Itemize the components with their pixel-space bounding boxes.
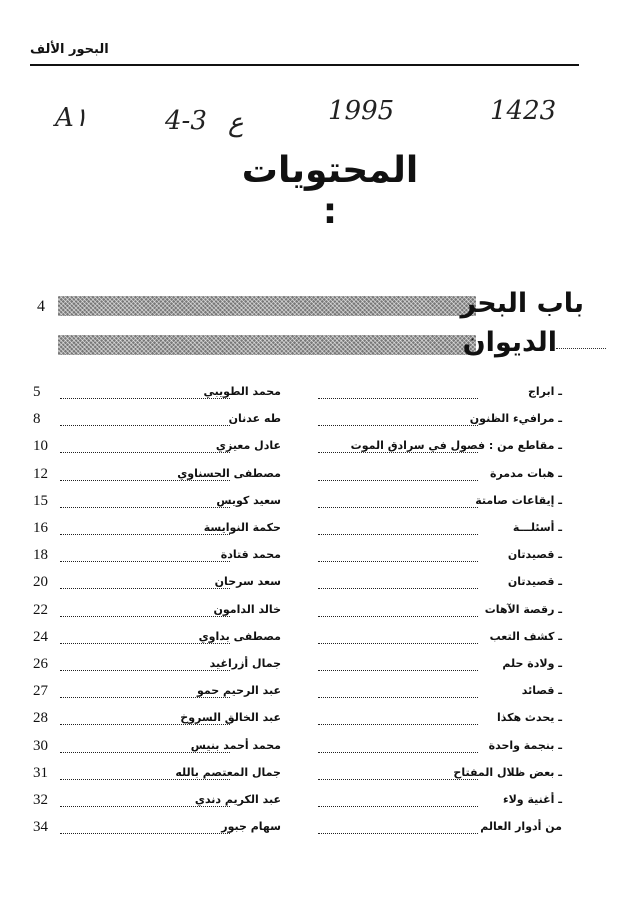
toc-leader [318, 425, 478, 426]
toc-author: حكمة النوايسة [203, 521, 281, 534]
toc-page-number: 27 [33, 683, 48, 700]
toc-title: ـ رقصة الآهات [484, 602, 562, 616]
toc-page-number: 22 [33, 601, 48, 618]
handwritten-note: ع [228, 108, 244, 138]
toc-author: سهام جبور [221, 820, 281, 834]
toc-entry [0, 819, 617, 839]
toc-leader [60, 588, 230, 589]
toc-leader [60, 480, 230, 481]
toc-leader [318, 534, 478, 535]
toc-author: عبد الخالق السروخ [180, 711, 281, 725]
page-title: المحتويات : [241, 150, 419, 232]
toc-leader [318, 670, 478, 671]
toc-leader [60, 561, 230, 562]
toc-entry [0, 547, 617, 567]
toc-leader [60, 779, 230, 780]
toc-title: ـ أسئلـــة [512, 521, 562, 534]
toc-leader [318, 724, 478, 725]
header-title: البحور الألف [30, 42, 109, 57]
handwritten-note: 4-3 [165, 106, 207, 136]
toc-leader [60, 724, 230, 725]
toc-leader [60, 643, 230, 644]
toc-page-number: 28 [33, 710, 48, 727]
toc-author: سعد سرحان [214, 575, 281, 589]
toc-author: محمد قتادة [220, 548, 281, 562]
toc-page-number: 10 [33, 438, 48, 455]
toc-leader [60, 670, 230, 671]
toc-author: محمد الطويبي [203, 385, 281, 398]
toc-entry [0, 710, 617, 730]
toc-entry [0, 765, 617, 785]
toc-title: ـ مرافيء الظنون [469, 412, 562, 426]
toc-entry [0, 683, 617, 703]
handwritten-note: A١ [55, 103, 88, 133]
toc-leader [318, 833, 478, 834]
toc-page-number: 24 [33, 628, 48, 645]
toc-title: ـ بعض ظلال المفتاح [453, 765, 562, 779]
section-leader [556, 348, 606, 349]
toc-page-number: 20 [33, 574, 48, 591]
toc-title: ـ أغنية ولاء [502, 793, 562, 806]
toc-page-number: 31 [33, 764, 48, 781]
toc-leader [318, 507, 478, 508]
toc-title: ـ إيقاعات صامتة [475, 493, 562, 507]
toc-leader [60, 697, 230, 698]
toc-title: ـ هبات مدمرة [489, 466, 562, 480]
toc-leader [318, 480, 478, 481]
toc-author: خالد الدامون [213, 602, 281, 616]
toc-leader [318, 752, 478, 753]
toc-leader [60, 534, 230, 535]
toc-entry [0, 656, 617, 676]
toc-entry [0, 602, 617, 622]
toc-page-number: 34 [33, 819, 48, 836]
toc-entry [0, 493, 617, 513]
toc-page-number: 30 [33, 737, 48, 754]
toc-leader [318, 697, 478, 698]
toc-leader [318, 398, 478, 399]
section-page-number: 4 [37, 298, 45, 315]
toc-title: ـ كشف التعب [489, 629, 562, 643]
toc-title: ـ قصيدتان [507, 548, 562, 562]
toc-title: ـ بنجمة واحدة [488, 738, 562, 752]
toc-title: من أدوار العالم [480, 820, 562, 834]
toc-leader [318, 643, 478, 644]
section-bar [58, 296, 476, 316]
header-rule [30, 64, 579, 66]
toc-leader [60, 425, 230, 426]
toc-page-number: 5 [33, 384, 41, 400]
toc-leader [318, 779, 478, 780]
toc-entry [0, 792, 617, 812]
toc-page-number: 32 [33, 792, 48, 808]
toc-leader [318, 806, 478, 807]
toc-leader [60, 398, 230, 399]
section-label: الديوان [462, 327, 557, 358]
handwritten-note: 1423 [490, 96, 557, 126]
toc-leader [60, 452, 230, 453]
toc-title: ـ قصيدتان [507, 575, 562, 589]
toc-page-number: 12 [33, 465, 48, 482]
toc-page-number: 15 [33, 492, 48, 509]
toc-author: سعيد كويس [216, 493, 281, 507]
toc-author: عبد الرحيم حمو [196, 684, 281, 698]
toc-leader [318, 452, 478, 453]
toc-leader [60, 752, 230, 753]
toc-entry [0, 411, 617, 431]
toc-author: مصطفى بداوي [198, 629, 281, 643]
toc-leader [318, 588, 478, 589]
toc-author: محمد أحمد بنيس [190, 738, 281, 752]
toc-entry [0, 520, 617, 540]
toc-entry [0, 384, 617, 404]
toc-title: ـ مقاطع من : فصول في سرادق الموت [350, 439, 562, 453]
toc-entry [0, 438, 617, 458]
toc-leader [60, 833, 230, 834]
toc-leader [318, 561, 478, 562]
toc-leader [318, 616, 478, 617]
toc-leader [60, 507, 230, 508]
toc-author: طه عدنان [228, 412, 281, 426]
toc-author: مصطفى الحسناوي [177, 466, 281, 480]
toc-entry [0, 466, 617, 486]
toc-entry [0, 629, 617, 649]
toc-author: عادل معيزي [215, 439, 281, 453]
toc-page-number: 26 [33, 656, 48, 672]
toc-title: ـ قصائد [521, 684, 562, 698]
toc-page-number: 8 [33, 411, 41, 428]
toc-leader [60, 616, 230, 617]
toc-entry [0, 738, 617, 758]
toc-page-number: 16 [33, 520, 48, 536]
toc-title: ـ ابراج [527, 385, 562, 398]
toc-leader [60, 806, 230, 807]
toc-author: جمال أزراغيد [209, 657, 281, 670]
section-label: باب البحر [460, 288, 584, 319]
toc-page-number: 18 [33, 547, 48, 564]
toc-title: ـ ولادة حلم [502, 657, 562, 670]
toc-entry [0, 574, 617, 594]
handwritten-note: 1995 [328, 96, 395, 126]
section-bar [58, 335, 476, 355]
toc-author: عبد الكريم دندي [194, 793, 281, 806]
toc-title: ـ يحدث هكذا [496, 711, 562, 725]
toc-author: جمال المعتصم بالله [175, 765, 281, 779]
